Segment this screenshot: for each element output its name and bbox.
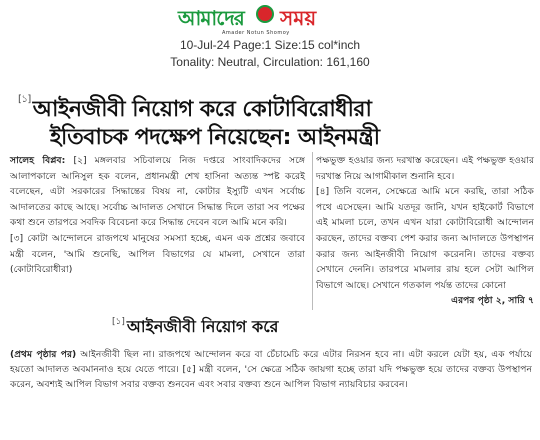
article-paragraph — [10, 153, 305, 231]
logo-emblem-icon — [256, 5, 274, 23]
article-paragraph: [৪] তিনি বলেন, সেক্ষেত্রে আমি মনে করছি, তারা সঠিক পথে এসেছেন। আমি যতদূর জানি, যখন হাইকোর্ট বিভাগে এই মামলা চলে, তখন এখন যারা কোটাবিরোধী আন্দোলন করছেন, তাদের বক্তব্য পেশ করার জন্য আদালতে উপস্থাপন করার জন্য আইনজীবী নিয়োগ করেননি। তাদের বক্তব্য সেখানে দেননি। তারপরে মামলার রায় হলে সেটা আপিল বিভাগে আছে। সেখানে গতকাল পর্যন্ত তাদের কোনো — [316, 186, 534, 291]
continuation-label: (প্রথম পৃষ্ঠার পর) — [10, 349, 77, 360]
clipping-meta-line2: Tonality: Neutral, Circulation: 161,160 — [170, 55, 370, 69]
continuation-marker: [১] — [112, 317, 125, 327]
article-paragraph-text: [২] মঙ্গলবার সচিবালয়ে নিজ দপ্তরে সাংবাদিকদের সঙ্গে আলাপকালে আনিসুল হক বলেন, প্রধানমন্ত্রী শেখ হাসিনা অত্যন্ত স্পষ্ট করেই বলেছেন, এটা সরকারের সিদ্ধান্তের বিষয় না, কোটার ইস্যুটি এখন সর্বোচ্চ আদালতের কাছে আছে। সর্বোচ্চ আদালত সেখানে সিদ্ধান্ত দিলে তারা সব পক্ষের কথা শুনে তারপরে সবদিক বিবেচনা করে সিদ্ধান্ত দেবেন বলে আমি মনে করি। — [10, 155, 305, 229]
clipping-meta-line1: 10-Jul-24 Page:1 Size:15 col*inch — [179, 38, 361, 52]
continuation-headline — [112, 314, 278, 341]
logo-left-text: আমাদের — [178, 6, 244, 30]
continuation-body — [10, 348, 532, 392]
article-paragraph: পক্ষভুক্ত হওয়ার জন্য দরখাস্ত করেছেন। এই পক্ষভুক্ত হওয়ার দরখাস্ত নিয়ে আগামীকাল শুনানি হবে। — [316, 155, 534, 182]
article-column-left — [10, 153, 305, 278]
continued-note: এরপর পৃষ্ঠা ২, সারি ৭ — [451, 295, 534, 307]
continuation-paragraph — [10, 348, 532, 392]
newspaper-logo — [178, 4, 353, 36]
headline-marker: [১] — [18, 94, 31, 105]
continuation-text: আইনজীবী ছিল না। রাজপথে আন্দোলন করে বা চেঁচামেচি করে এটার নিরসন হবে না। এটা করলে যেটা হয়, এক পর্যায়ে হয়তো আদালত অবমাননাও হয়ে যেতে পারে। [৫] মন্ত্রী বলেন, 'সে ক্ষেত্রে সঠিক জায়গা হচ্ছে তারা যদি পক্ষভুক্ত হয়ে তাদের বক্তব্য উপস্থাপন করেন, অবশ্যই আপিল বিভাগ সবার বক্তব্য শুনবেন এবং সবার বক্তব্য শুনে আপিল বিভাগ ন্যায়বিচার করবেন। — [10, 349, 533, 390]
masthead — [0, 0, 540, 40]
column-divider — [312, 152, 313, 310]
article-paragraph: [৩] কোটা আন্দোলনে রাজপথে মানুষের সমস্যা হচ্ছে, এমন এক প্রশ্নের জবাবে মন্ত্রী বলেন, 'আমি শুনেছি, আপিল বিভাগের যে মামলা, সেখানে তারা (কোটাবিরোধীরা) — [10, 232, 305, 276]
logo-right-text: সময় — [280, 6, 317, 30]
logo-subtitle: Amader Notun Shomoy — [222, 30, 290, 36]
headline-line1-text: আইনজীবী নিয়োগ করে কোটাবিরোধীরা — [32, 97, 372, 122]
article-dateline: সালেহ বিপ্লব: — [10, 155, 66, 166]
headline-line2: ইতিবাচক পদক্ষেপ নিয়েছেন: আইনমন্ত্রী — [50, 125, 380, 150]
continuation-headline-text: আইনজীবী নিয়োগ করে — [126, 317, 279, 336]
article-column-right — [316, 153, 534, 309]
